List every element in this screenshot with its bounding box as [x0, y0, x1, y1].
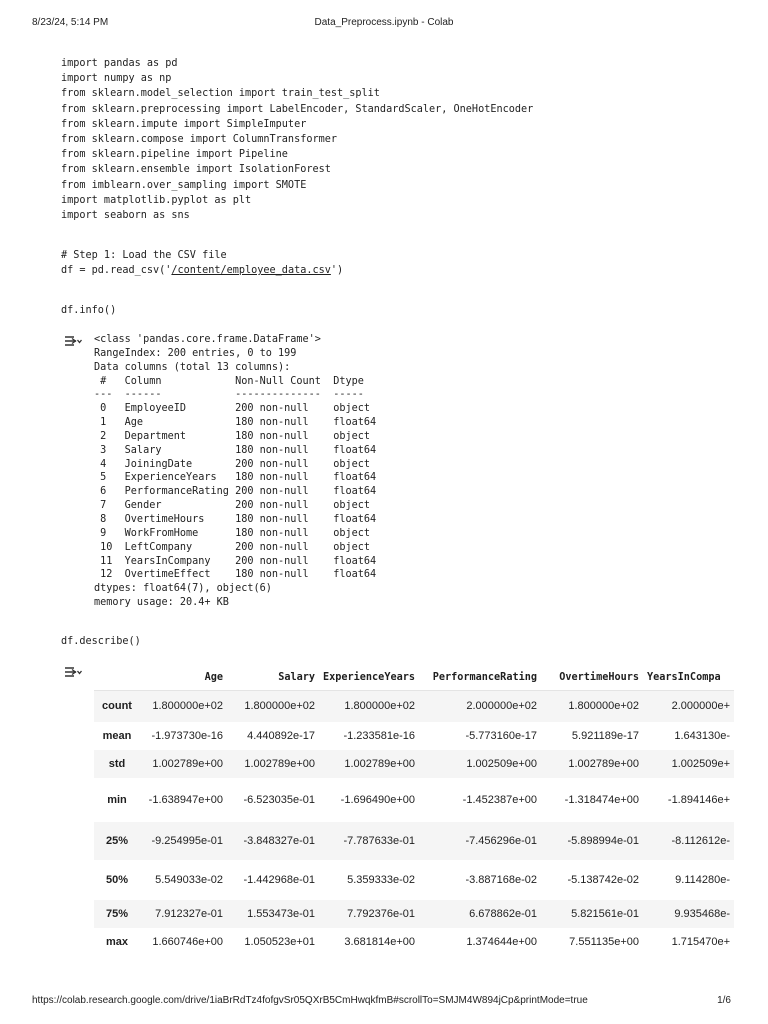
table-cell: -1.318474e+00 — [564, 793, 639, 806]
table-cell: 9.114280e- — [675, 873, 730, 886]
output-line: 3 Salary 180 non-null float64 — [94, 444, 377, 456]
table-cell: 9.935468e- — [674, 907, 730, 920]
table-cell: 1.643130e- — [674, 729, 730, 742]
code-line: import pandas as pd — [61, 58, 178, 69]
output-line: --- ------ -------------- ----- — [94, 389, 377, 401]
table-cell: 2.000000e+02 — [466, 700, 537, 713]
table-cell: 1.660746e+00 — [152, 935, 223, 948]
table-cell: 1.800000e+02 — [152, 700, 223, 713]
table-row — [94, 750, 734, 778]
row-label: min — [107, 793, 127, 806]
table-row — [94, 860, 734, 900]
table-cell: 1.002789e+00 — [344, 757, 415, 770]
output-line: 5 ExperienceYears 180 non-null float64 — [94, 472, 377, 484]
table-cell: 5.549033e-02 — [155, 873, 223, 886]
code-line: from sklearn.ensemble import IsolationForest — [61, 164, 331, 176]
output-line: 4 JoiningDate 200 non-null object — [94, 458, 377, 470]
table-cell: 1.800000e+02 — [344, 700, 415, 713]
code-line: df = pd.read_csv('/content/employee_data.csv') — [61, 265, 344, 277]
table-cell: -7.456296e-01 — [465, 834, 537, 847]
table-cell: -5.898994e-01 — [567, 834, 639, 847]
table-cell: 7.551135e+00 — [569, 935, 639, 948]
output-line: # Column Non-Null Count Dtype — [94, 375, 377, 387]
table-cell: -1.442968e-01 — [243, 873, 315, 886]
output-line: 9 WorkFromHome 180 non-null object — [94, 527, 377, 539]
code-line: from sklearn.model_selection import train_test_split — [61, 88, 380, 100]
table-cell: 5.821561e-01 — [571, 907, 639, 920]
output-line: 11 YearsInCompany 200 non-null float64 — [94, 555, 377, 567]
table-cell: 1.002509e+00 — [466, 757, 537, 770]
table-cell: 1.002789e+00 — [244, 757, 315, 770]
table-row — [94, 900, 734, 928]
output-line: memory usage: 20.4+ KB — [94, 597, 229, 609]
code-line: import numpy as np — [61, 73, 172, 85]
table-cell: -5.138742e-02 — [567, 873, 639, 886]
output-line: 12 OvertimeEffect 180 non-null float64 — [94, 569, 377, 581]
table-cell: 1.002789e+00 — [568, 757, 639, 770]
column-header: PerformanceRating — [432, 671, 537, 683]
table-cell: -1.973730e-16 — [151, 729, 223, 742]
page-url: https://colab.research.google.com/drive/1iaBrRdTz4fofgvSr05QXrB5CmHwqkfmB#scrollTo=SMJM4W894jCp&printMode=true — [32, 995, 588, 1006]
output-line: RangeIndex: 200 entries, 0 to 199 — [94, 347, 297, 359]
output-line: dtypes: float64(7), object(6) — [94, 583, 272, 595]
row-label: count — [102, 700, 132, 713]
table-row — [94, 722, 734, 750]
output-line: 6 PerformanceRating 200 non-null float64 — [94, 486, 377, 498]
table-row — [94, 778, 734, 822]
describe-code-cell[interactable] — [61, 634, 141, 649]
info-output — [94, 333, 376, 610]
table-cell: 6.678862e-01 — [469, 907, 537, 920]
code-line: df.info() — [61, 305, 117, 316]
table-row — [94, 928, 734, 956]
table-cell: -1.638947e+00 — [148, 793, 223, 806]
table-cell: -9.254995e-01 — [151, 834, 223, 847]
table-cell: 4.440892e-17 — [247, 729, 315, 742]
output-toggle-icon[interactable] — [63, 665, 83, 679]
output-line: 2 Department 180 non-null object — [94, 430, 377, 442]
page-number: 1/6 — [717, 995, 731, 1006]
code-line: from sklearn.impute import SimpleImputer — [61, 118, 307, 130]
info-code-cell[interactable] — [61, 303, 116, 318]
column-header: ExperienceYears — [322, 671, 415, 683]
row-label: 50% — [105, 873, 129, 886]
column-header: OvertimeHours — [559, 671, 639, 683]
file-path-link[interactable]: /content/employee_data.csv — [171, 265, 331, 277]
table-cell: 1.002789e+00 — [152, 757, 223, 770]
table-cell: -1.233581e-16 — [343, 729, 415, 742]
column-header: Salary — [278, 671, 315, 683]
table-cell: -1.894146e+ — [667, 793, 730, 806]
table-cell: -7.787633e-01 — [343, 834, 415, 847]
table-cell: -1.452387e+00 — [462, 793, 537, 806]
output-line: 8 OvertimeHours 180 non-null float64 — [94, 513, 377, 525]
table-cell: 3.681814e+00 — [344, 935, 415, 948]
table-cell: 1.374644e+00 — [466, 935, 537, 948]
table-cell: 5.359333e-02 — [347, 873, 415, 886]
table-cell: 1.553473e-01 — [247, 907, 315, 920]
code-line: from imblearn.over_sampling import SMOTE — [61, 179, 307, 191]
table-cell: 2.000000e+ — [671, 700, 730, 713]
table-cell: 1.800000e+02 — [568, 700, 639, 713]
code-line: df.describe() — [61, 636, 141, 647]
notebook-title: Data_Preprocess.ipynb - Colab — [314, 17, 454, 28]
table-cell: 5.921189e-17 — [571, 729, 639, 742]
table-cell: 1.800000e+02 — [244, 700, 315, 713]
table-cell: 1.050523e+01 — [244, 935, 315, 948]
row-label: std — [108, 757, 126, 770]
code-line: import seaborn as sns — [61, 209, 190, 221]
code-comment: # Step 1: Load the CSV file — [61, 250, 227, 261]
row-label: max — [105, 935, 129, 948]
table-cell: 1.715470e+ — [671, 935, 730, 948]
table-cell: -8.112612e- — [671, 834, 730, 847]
describe-table — [94, 664, 734, 956]
code-line: from sklearn.compose import ColumnTransformer — [61, 133, 338, 145]
table-header-row — [94, 664, 734, 691]
table-cell: -3.887168e-02 — [465, 873, 537, 886]
table-cell: -5.773160e-17 — [465, 729, 537, 742]
table-row — [94, 691, 734, 722]
output-line: 7 Gender 200 non-null object — [94, 500, 377, 512]
row-label: 75% — [105, 907, 129, 920]
output-toggle-icon[interactable] — [63, 334, 83, 348]
load-code-cell[interactable] — [61, 248, 343, 278]
row-label: 25% — [105, 834, 129, 847]
output-line: Data columns (total 13 columns): — [94, 361, 291, 373]
code-line: from sklearn.pipeline import Pipeline — [61, 149, 288, 161]
table-cell: -1.696490e+00 — [340, 793, 415, 806]
imports-code-cell[interactable] — [61, 56, 533, 223]
output-line: <class 'pandas.core.frame.DataFrame'> — [94, 334, 321, 345]
table-cell: 7.912327e-01 — [155, 907, 223, 920]
code-line: import matplotlib.pyplot as plt — [61, 194, 252, 206]
output-line: 0 EmployeeID 200 non-null object — [94, 403, 377, 415]
index-header — [94, 664, 140, 691]
table-cell: -6.523035e-01 — [243, 793, 315, 806]
print-date: 8/23/24, 5:14 PM — [32, 17, 109, 28]
column-header: Age — [204, 671, 223, 683]
row-label: mean — [102, 729, 132, 742]
table-cell: 1.002509e+ — [671, 757, 730, 770]
output-line: 10 LeftCompany 200 non-null object — [94, 541, 377, 553]
column-header: YearsInCompa — [647, 671, 721, 683]
code-line: from sklearn.preprocessing import LabelEncoder, StandardScaler, OneHotEncoder — [61, 103, 534, 115]
table-cell: -3.848327e-01 — [243, 834, 315, 847]
output-line: 1 Age 180 non-null float64 — [94, 417, 377, 429]
table-cell: 7.792376e-01 — [347, 907, 415, 920]
table-row — [94, 822, 734, 860]
